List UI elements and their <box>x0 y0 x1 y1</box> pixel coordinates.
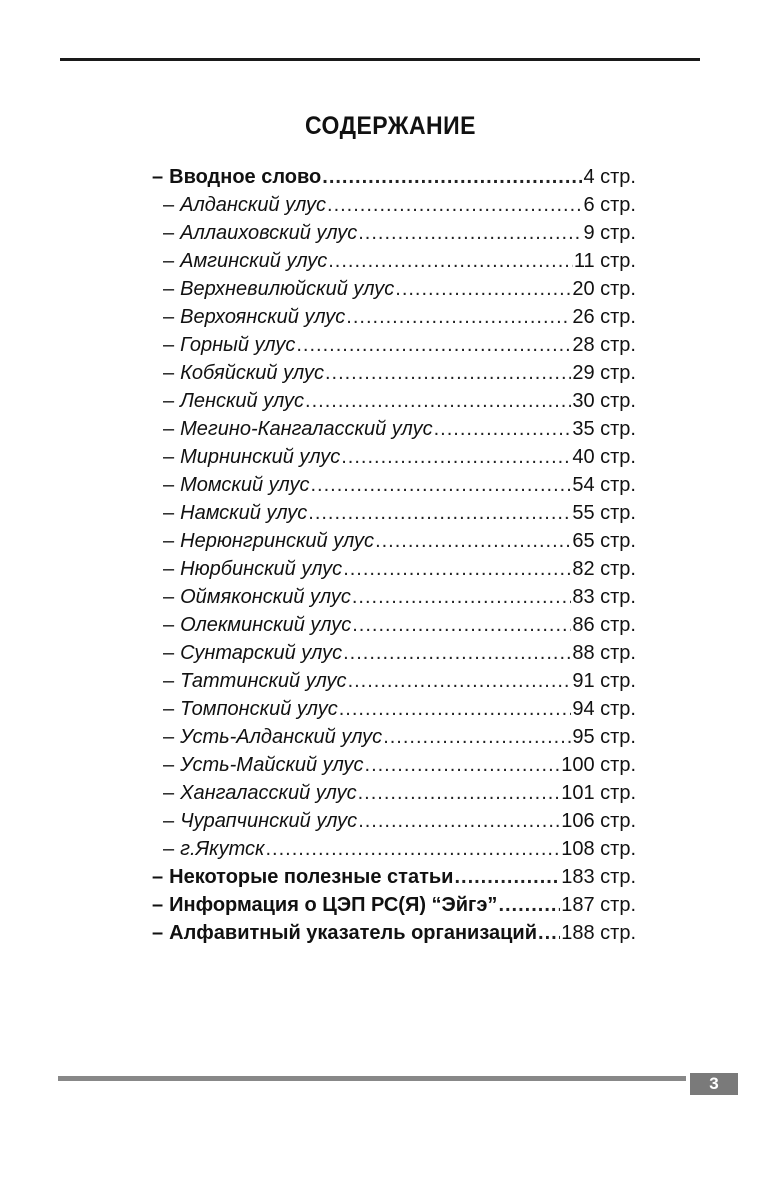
toc-entry-page: 20 стр. <box>572 278 636 300</box>
toc-entry-label: Нюрбинский улус <box>180 558 343 580</box>
toc-entry-label: Горный улус <box>180 334 296 356</box>
toc-entry-page: 9 стр. <box>583 222 636 244</box>
toc-dash: – <box>163 614 175 636</box>
toc-dot-leader <box>343 639 571 667</box>
toc-entry-label: Вводное слово <box>169 166 322 188</box>
toc-entry <box>163 667 636 695</box>
toc-dot-leader <box>395 275 571 303</box>
toc-dot-leader <box>308 499 571 527</box>
toc-dash: – <box>163 726 175 748</box>
toc-entry-page: 29 стр. <box>572 362 636 384</box>
toc-entry-page: 11 стр. <box>573 250 636 272</box>
toc-dash: – <box>163 698 175 720</box>
toc-entry-page: 28 стр. <box>572 334 636 356</box>
toc-entry <box>163 555 636 583</box>
toc-entry-page: 26 стр. <box>572 306 636 328</box>
toc-entry <box>163 499 636 527</box>
page-title: СОДЕРЖАНИЕ <box>305 112 476 140</box>
toc-dot-leader <box>305 387 571 415</box>
toc-entry-page: 100 стр. <box>561 754 636 776</box>
toc-dash: – <box>163 222 175 244</box>
toc-entry-label: Алданский улус <box>180 194 327 216</box>
toc-dot-leader <box>325 359 571 387</box>
toc-dash: – <box>163 502 175 524</box>
toc-entry-page: 30 стр. <box>572 390 636 412</box>
toc-entry-label: Олекминский улус <box>180 614 352 636</box>
toc-entry <box>163 471 636 499</box>
toc-entry-label: Мирнинский улус <box>180 446 341 468</box>
toc-entry-page: 188 стр. <box>561 922 636 944</box>
toc-entry-page: 187 стр. <box>561 894 636 916</box>
toc-dot-leader <box>358 219 582 247</box>
toc-entry <box>163 751 636 779</box>
toc-entry <box>163 583 636 611</box>
toc-dash: – <box>163 390 175 412</box>
toc-entry-label: Некоторые полезные статьи <box>169 866 454 888</box>
toc-entry <box>163 443 636 471</box>
toc-dash: – <box>163 558 175 580</box>
toc-entry <box>163 331 636 359</box>
toc-entry <box>163 303 636 331</box>
toc-dash: – <box>163 586 175 608</box>
toc-dot-leader <box>348 667 572 695</box>
toc-entry-page: 55 стр. <box>572 502 636 524</box>
toc-entry <box>163 779 636 807</box>
toc-entry <box>152 163 636 191</box>
toc-entry-page: 86 стр. <box>572 614 636 636</box>
toc-entry-label: Аллаиховский улус <box>180 222 358 244</box>
toc-dot-leader <box>346 303 571 331</box>
toc-entry-label: Таттинский улус <box>180 670 347 692</box>
toc-entry <box>163 807 636 835</box>
toc-dash: – <box>163 446 175 468</box>
toc-entry-page: 88 стр. <box>572 642 636 664</box>
toc-entry-page: 106 стр. <box>561 810 636 832</box>
toc-entry <box>163 247 636 275</box>
toc-entry-page: 94 стр. <box>572 698 636 720</box>
toc-dash: – <box>163 306 175 328</box>
toc-dot-leader <box>358 807 560 835</box>
toc-entry-label: Томпонский улус <box>180 698 338 720</box>
toc-entry-label: Усть-Майский улус <box>180 754 364 776</box>
toc-entry-page: 95 стр. <box>572 726 636 748</box>
toc-entry <box>152 891 636 919</box>
toc-dash: – <box>163 418 175 440</box>
toc-entry-label: Усть-Алданский улус <box>180 726 383 748</box>
toc-dot-leader <box>358 779 561 807</box>
toc-entry-label: Ленский улус <box>180 390 305 412</box>
toc-entry-page: 4 стр. <box>583 166 636 188</box>
toc-dash: – <box>163 278 175 300</box>
toc-dash: – <box>163 838 175 860</box>
toc-dash: – <box>163 530 175 552</box>
toc-dot-leader <box>343 555 571 583</box>
toc-dash: – <box>163 782 175 804</box>
toc-entry <box>163 639 636 667</box>
toc-entry-page: 83 стр. <box>572 586 636 608</box>
toc-entry-label: Верхневилюйский улус <box>180 278 395 300</box>
toc-dot-leader <box>296 331 571 359</box>
bottom-rule <box>58 1076 686 1081</box>
toc-entry-page: 65 стр. <box>572 530 636 552</box>
toc-dot-leader <box>352 611 571 639</box>
toc-entry <box>163 219 636 247</box>
toc-entry-page: 35 стр. <box>572 418 636 440</box>
toc-entry-label: г.Якутск <box>180 838 265 860</box>
toc-dash: – <box>152 166 164 188</box>
toc-entry-label: Момский улус <box>180 474 310 496</box>
toc-entry <box>152 919 636 947</box>
toc-dash: – <box>163 250 175 272</box>
toc-entry-page: 183 стр. <box>561 866 636 888</box>
toc-entry-label: Хангаласский улус <box>180 782 357 804</box>
toc-entry-label: Верхоянский улус <box>180 306 346 328</box>
toc-entry-label: Информация о ЦЭП РС(Я) “Эйгэ” <box>169 894 498 916</box>
toc-entry-label: Кобяйский улус <box>180 362 324 384</box>
toc-dot-leader <box>498 891 560 919</box>
toc-dot-leader <box>538 919 560 947</box>
toc-entry-page: 54 стр. <box>572 474 636 496</box>
toc-dot-leader <box>327 191 582 219</box>
toc-entry <box>163 695 636 723</box>
toc-dot-leader <box>365 751 561 779</box>
toc-entry-page: 101 стр. <box>561 782 636 804</box>
toc-dot-leader <box>322 163 582 191</box>
toc-entry-label: Намский улус <box>180 502 308 524</box>
toc-entry-label: Алфавитный указатель организаций <box>169 922 538 944</box>
toc-dash: – <box>163 194 175 216</box>
toc-dot-leader <box>434 415 572 443</box>
toc-dot-leader <box>339 695 572 723</box>
toc-entry <box>163 191 636 219</box>
toc-dash: – <box>152 866 164 888</box>
toc-entry-label: Сунтарский улус <box>180 642 343 664</box>
top-rule <box>60 58 700 61</box>
toc-entry <box>163 415 636 443</box>
toc-dash: – <box>163 754 175 776</box>
toc-dash: – <box>163 810 175 832</box>
toc-dash: – <box>152 922 164 944</box>
toc-entry-label: Нерюнгринский улус <box>180 530 375 552</box>
toc-dot-leader <box>383 723 571 751</box>
toc-dash: – <box>163 334 175 356</box>
toc-entry-label: Мегино-Кангаласский улус <box>180 418 433 440</box>
toc-dot-leader <box>375 527 571 555</box>
toc-entry-page: 108 стр. <box>561 838 636 860</box>
toc-dash: – <box>152 894 164 916</box>
toc-dot-leader <box>341 443 571 471</box>
toc-entry-label: Амгинский улус <box>180 250 328 272</box>
toc-dot-leader <box>266 835 561 863</box>
toc-entry <box>163 723 636 751</box>
toc-dash: – <box>163 670 175 692</box>
toc-entry-page: 91 стр. <box>572 670 636 692</box>
toc-dash: – <box>163 642 175 664</box>
toc-entry-page: 6 стр. <box>583 194 636 216</box>
toc-entry <box>163 527 636 555</box>
toc-dot-leader <box>328 247 573 275</box>
toc-dot-leader <box>352 583 571 611</box>
toc-entry-label: Чурапчинский улус <box>180 810 358 832</box>
page-number-badge: 3 <box>690 1073 738 1095</box>
toc-entry <box>163 611 636 639</box>
toc-dash: – <box>163 362 175 384</box>
toc-entry-page: 82 стр. <box>572 558 636 580</box>
toc-dot-leader <box>454 863 560 891</box>
toc-entry <box>152 863 636 891</box>
toc-entry <box>163 835 636 863</box>
toc-entry <box>163 359 636 387</box>
toc-dash: – <box>163 474 175 496</box>
toc-dot-leader <box>310 471 571 499</box>
toc-entry <box>163 387 636 415</box>
toc-entry-label: Оймяконский улус <box>180 586 351 608</box>
toc-entry <box>163 275 636 303</box>
toc-entry-page: 40 стр. <box>572 446 636 468</box>
